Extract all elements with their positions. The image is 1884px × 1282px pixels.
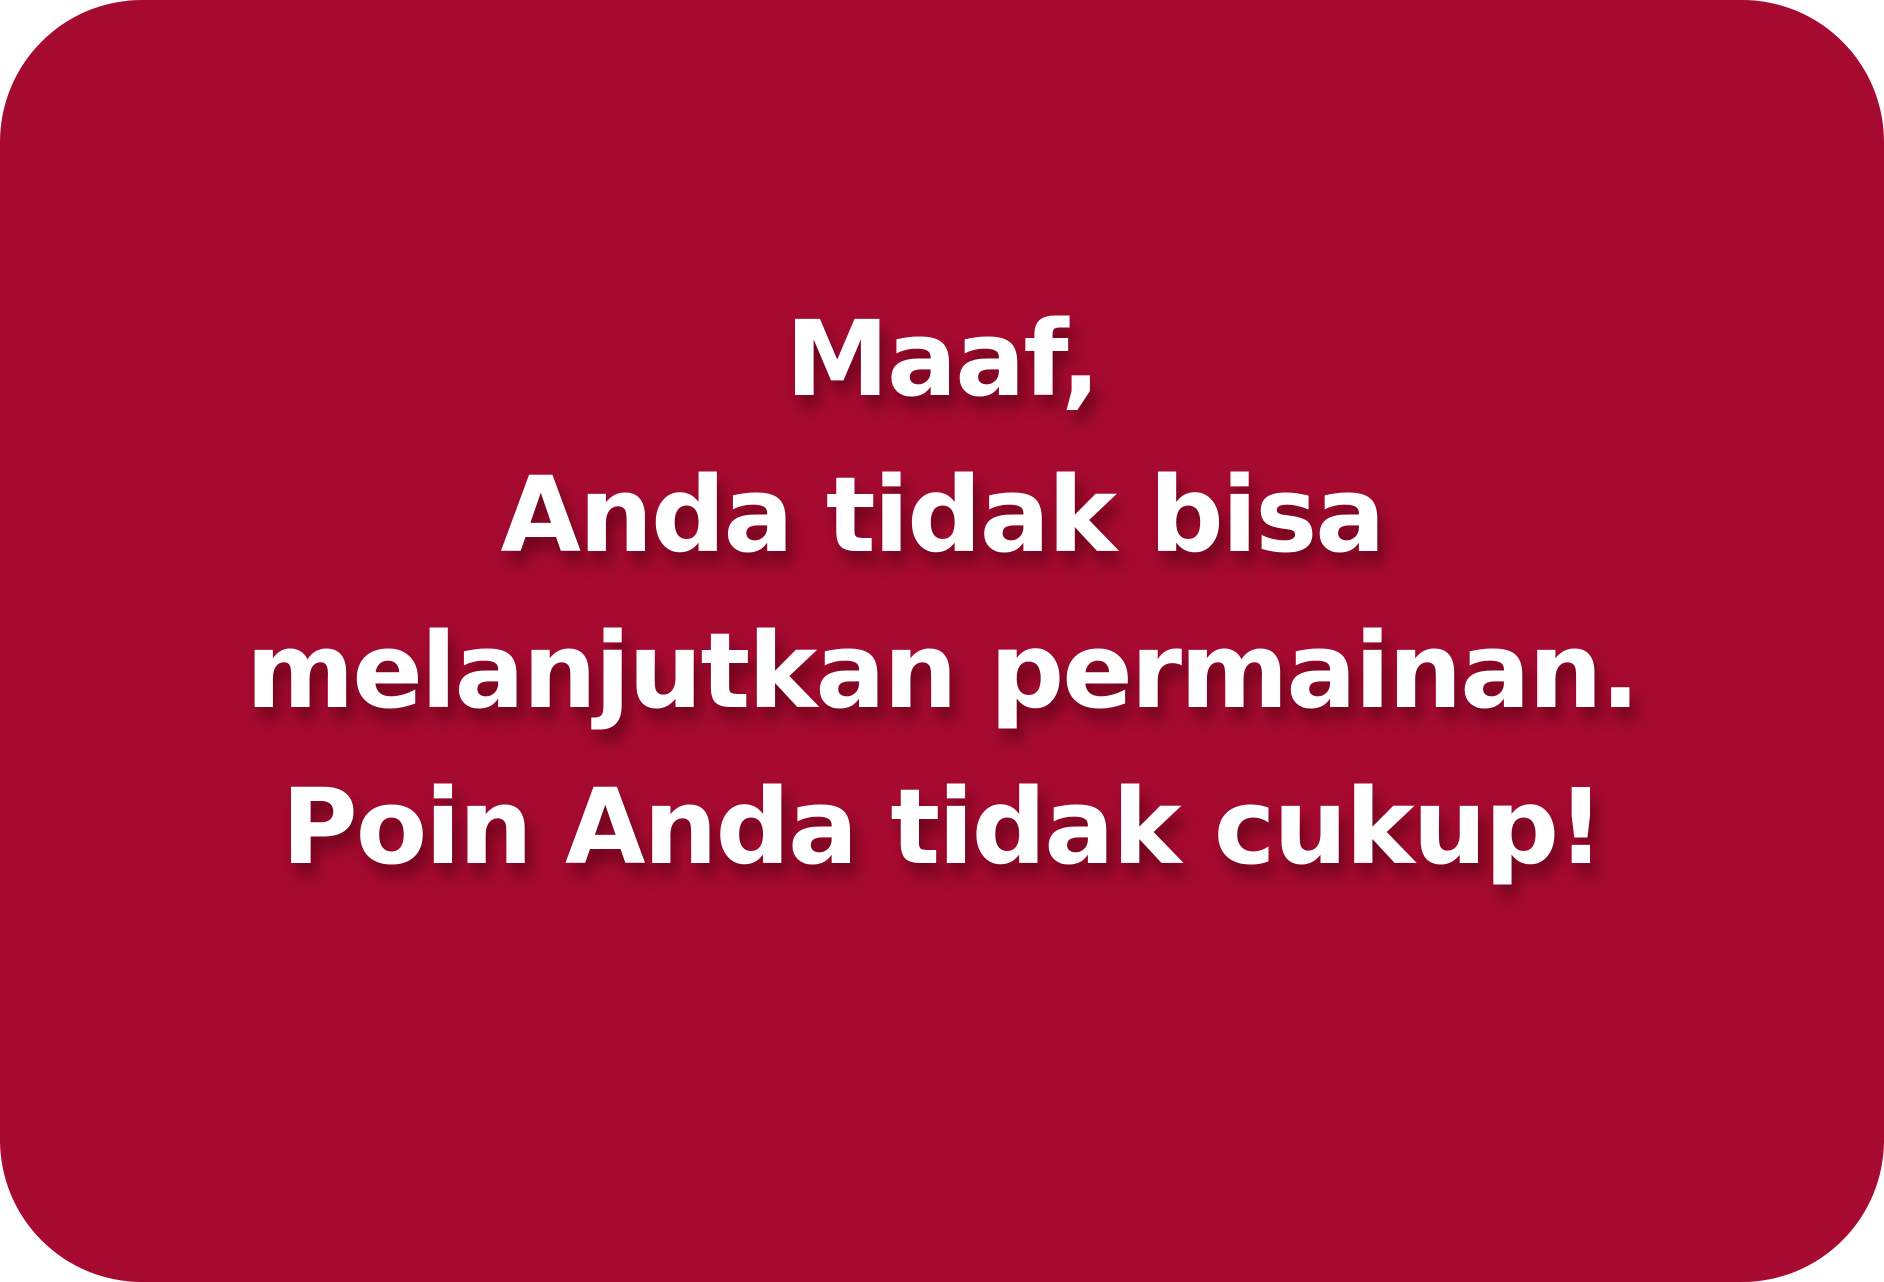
message-line-cannot: Anda tidak bisa xyxy=(500,454,1384,576)
dialog-message xyxy=(246,281,1638,905)
message-line-not-enough-points: Poin Anda tidak cukup! xyxy=(281,766,1603,888)
message-line-apology: Maaf, xyxy=(785,298,1099,420)
message-line-continue-game: melanjutkan permainan. xyxy=(246,610,1638,732)
